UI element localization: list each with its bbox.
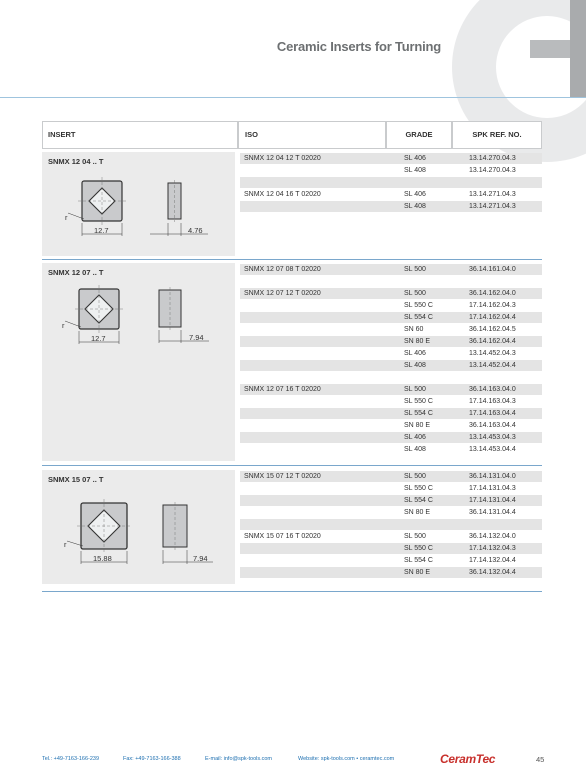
grade-cell: SL 406: [404, 350, 426, 357]
ref-cell: 17.14.132.04.3: [469, 545, 516, 552]
corner-radius-label: r: [62, 321, 65, 330]
grade-cell: SL 550 C: [404, 302, 433, 309]
iso-cell: SNMX 15 07 16 T 02020: [244, 533, 321, 540]
insert-section: [42, 470, 235, 584]
grade-cell: SL 554 C: [404, 497, 433, 504]
iso-cell: SNMX 12 04 12 T 02020: [244, 155, 321, 162]
ref-cell: 17.14.132.04.4: [469, 557, 516, 564]
section-divider: [42, 591, 542, 592]
insert-section: [42, 263, 235, 461]
grade-cell: SL 500: [404, 473, 426, 480]
grade-cell: SL 406: [404, 155, 426, 162]
grade-cell: SL 408: [404, 203, 426, 210]
ref-cell: 13.14.452.04.4: [469, 362, 516, 369]
grade-cell: SL 408: [404, 446, 426, 453]
grade-cell: SL 550 C: [404, 398, 433, 405]
row-band: [240, 519, 542, 530]
section-divider: [42, 465, 542, 466]
grade-cell: SL 554 C: [404, 314, 433, 321]
insert-drawing: [42, 470, 235, 584]
corner-radius-label: r: [65, 213, 68, 222]
ref-cell: 36.14.161.04.0: [469, 266, 516, 273]
grade-cell: SN 80 E: [404, 569, 431, 576]
grade-cell: SL 500: [404, 290, 426, 297]
ref-cell: 13.14.271.04.3: [469, 203, 516, 210]
thickness-dimension: 7.94: [193, 554, 208, 563]
ref-cell: 13.14.452.04.3: [469, 350, 516, 357]
footer-website[interactable]: Website: spk-tools.com • ceramtec.com: [298, 756, 395, 762]
row-band: [240, 177, 542, 188]
grade-cell: SN 60: [404, 326, 424, 333]
column-header-iso: ISO: [238, 121, 386, 149]
ref-cell: 36.14.162.04.0: [469, 290, 516, 297]
insert-section: [42, 152, 235, 256]
grade-cell: SN 80 E: [404, 422, 431, 429]
grade-cell: SL 500: [404, 266, 426, 273]
header-decoration-vbar: [570, 0, 586, 98]
iso-cell: SNMX 12 07 12 T 02020: [244, 290, 321, 297]
iso-cell: SNMX 12 07 16 T 02020: [244, 386, 321, 393]
column-header-insert: INSERT: [42, 121, 238, 149]
ref-cell: 36.14.132.04.0: [469, 533, 516, 540]
grade-cell: SL 500: [404, 533, 426, 540]
grade-cell: SL 408: [404, 362, 426, 369]
insert-side-view: [163, 505, 187, 547]
grade-cell: SL 408: [404, 167, 426, 174]
ref-cell: 36.14.163.04.4: [469, 422, 516, 429]
corner-radius-label: r: [64, 540, 67, 549]
ref-cell: 36.14.131.04.4: [469, 509, 516, 516]
ref-cell: 17.14.163.04.4: [469, 410, 516, 417]
insert-name: SNMX 12 04 .. T: [48, 157, 104, 166]
insert-drawing: [42, 152, 235, 256]
iso-cell: SNMX 15 07 12 T 02020: [244, 473, 321, 480]
ref-cell: 36.14.132.04.4: [469, 569, 516, 576]
grade-cell: SL 500: [404, 386, 426, 393]
iso-cell: SNMX 12 04 16 T 02020: [244, 191, 321, 198]
grade-cell: SL 554 C: [404, 557, 433, 564]
ref-cell: 13.14.453.04.3: [469, 434, 516, 441]
ref-cell: 36.14.162.04.4: [469, 338, 516, 345]
grade-cell: SL 550 C: [404, 545, 433, 552]
header-rule: [0, 97, 586, 98]
ref-cell: 13.14.271.04.3: [469, 191, 516, 198]
ref-cell: 17.14.163.04.3: [469, 398, 516, 405]
insert-name: SNMX 12 07 .. T: [48, 268, 104, 277]
thickness-dimension: 7.94: [189, 333, 204, 342]
ref-cell: 13.14.453.04.4: [469, 446, 516, 453]
ref-cell: 36.14.163.04.0: [469, 386, 516, 393]
ref-cell: 17.14.162.04.4: [469, 314, 516, 321]
insert-drawing: [42, 263, 235, 461]
thickness-dimension: 4.76: [188, 226, 203, 235]
grade-cell: SL 550 C: [404, 485, 433, 492]
footer-phone: Tel.: +49-7163-166-239: [42, 756, 100, 762]
iso-cell: SNMX 12 07 08 T 02020: [244, 266, 321, 273]
width-dimension: 12.7: [91, 334, 106, 343]
insert-name: SNMX 15 07 .. T: [48, 475, 104, 484]
width-dimension: 12.7: [94, 226, 109, 235]
grade-cell: SN 80 E: [404, 509, 431, 516]
ref-cell: 17.14.131.04.4: [469, 497, 516, 504]
section-divider: [42, 259, 542, 260]
page-number: 45: [536, 755, 545, 764]
width-dimension: 15.88: [93, 554, 112, 563]
ref-cell: 13.14.270.04.3: [469, 155, 516, 162]
grade-cell: SL 406: [404, 434, 426, 441]
ceramtec-logo: CeramTec: [440, 752, 496, 766]
column-header-grade: GRADE: [386, 121, 452, 149]
ref-cell: 17.14.162.04.3: [469, 302, 516, 309]
column-header-ref: SPK REF. NO.: [452, 121, 542, 149]
page-title: Ceramic Inserts for Turning: [276, 39, 441, 54]
grade-cell: SN 80 E: [404, 338, 431, 345]
ref-cell: 13.14.270.04.3: [469, 167, 516, 174]
footer-fax: Fax: +49-7163-166-388: [123, 756, 181, 762]
ref-cell: 36.14.131.04.0: [469, 473, 516, 480]
grade-cell: SL 554 C: [404, 410, 433, 417]
grade-cell: SL 406: [404, 191, 426, 198]
ref-cell: 36.14.162.04.5: [469, 326, 516, 333]
footer-email[interactable]: E-mail: info@spk-tools.com: [205, 756, 273, 762]
ref-cell: 17.14.131.04.3: [469, 485, 516, 492]
